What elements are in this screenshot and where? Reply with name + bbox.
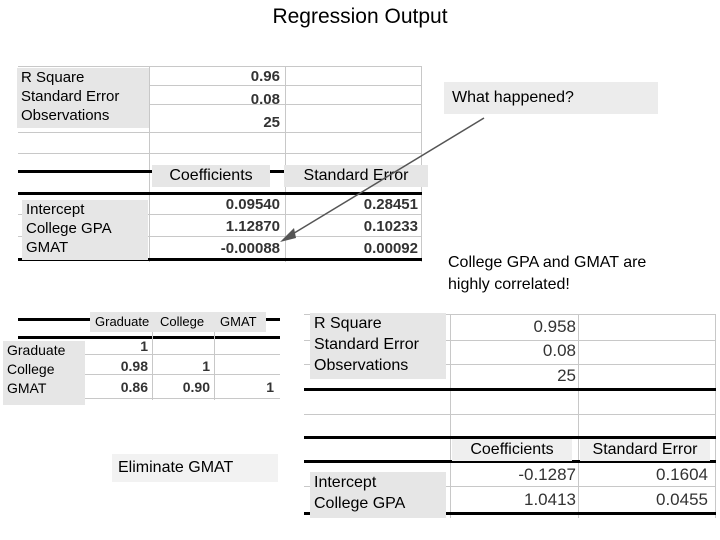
corr-cell-3-2: 0.90 — [182, 379, 210, 395]
corr-row-college: College — [7, 361, 55, 377]
page-title: Regression Output — [272, 5, 448, 28]
corr-cell-3-1: 0.86 — [120, 379, 148, 395]
observations-label: Observations — [21, 107, 110, 124]
gmat-coef: -0.00088 — [220, 240, 280, 257]
standard-error-header: Standard Error — [284, 165, 428, 187]
college-gpa-se: 0.10233 — [363, 218, 418, 235]
bottom-r-square-value: 0.958 — [533, 317, 576, 336]
r-square-label: R Square — [21, 69, 85, 86]
corr-cell-1-1: 1 — [140, 338, 148, 354]
college-gpa-coef: 1.12870 — [225, 218, 280, 235]
bottom-intercept-se: 0.1604 — [656, 465, 708, 484]
corr-row-graduate: Graduate — [7, 342, 66, 358]
corr-header-row — [90, 312, 266, 332]
bottom-row-labels — [310, 472, 446, 518]
top-row-labels — [22, 200, 148, 260]
bottom-intercept-label: Intercept — [314, 474, 377, 491]
bottom-standard-error-value: 0.08 — [542, 341, 576, 360]
bottom-college-gpa-label: College GPA — [314, 495, 406, 512]
top-stats-labels — [17, 68, 149, 128]
intercept-label: Intercept — [26, 201, 85, 218]
r-square-value: 0.96 — [250, 68, 280, 85]
arrow-icon — [270, 110, 500, 250]
college-gpa-label: College GPA — [26, 220, 112, 237]
bottom-college-gpa-se: 0.0455 — [656, 490, 708, 509]
corr-row-gmat: GMAT — [7, 380, 47, 396]
standard-error-value: 0.08 — [250, 91, 280, 108]
question-callout: What happened? — [444, 82, 658, 114]
standard-error-label: Standard Error — [21, 88, 120, 105]
corr-header-college: College — [160, 314, 205, 329]
bottom-standard-error-label: Standard Error — [314, 336, 419, 353]
observations-value: 25 — [263, 114, 280, 131]
corr-cell-2-2: 1 — [202, 358, 210, 374]
corr-cell-2-1: 0.98 — [120, 358, 148, 374]
bottom-intercept-coef: -0.1287 — [518, 465, 576, 484]
intercept-se: 0.28451 — [363, 196, 418, 213]
corr-header-graduate: Graduate — [95, 314, 150, 329]
bottom-r-square-label: R Square — [314, 315, 382, 332]
gmat-se: 0.00092 — [363, 240, 418, 257]
bottom-observations-label: Observations — [314, 357, 409, 374]
gmat-label: GMAT — [26, 239, 69, 256]
eliminate-gmat-note: Eliminate GMAT — [112, 454, 278, 482]
bottom-standard-error-header: Standard Error — [580, 439, 710, 461]
explanation-text: College GPA and GMAT are highly correlated! — [448, 254, 647, 293]
corr-header-gmat: GMAT — [220, 314, 257, 329]
bottom-college-gpa-coef: 1.0413 — [524, 490, 576, 509]
intercept-coef: 0.09540 — [225, 196, 280, 213]
bottom-stats-labels — [310, 313, 446, 379]
corr-cell-3-3: 1 — [266, 379, 274, 395]
coefficients-header: Coefficients — [152, 165, 270, 187]
corr-row-labels — [3, 341, 85, 405]
bottom-observations-value: 25 — [557, 366, 576, 385]
bottom-coefficients-header: Coefficients — [452, 439, 572, 461]
